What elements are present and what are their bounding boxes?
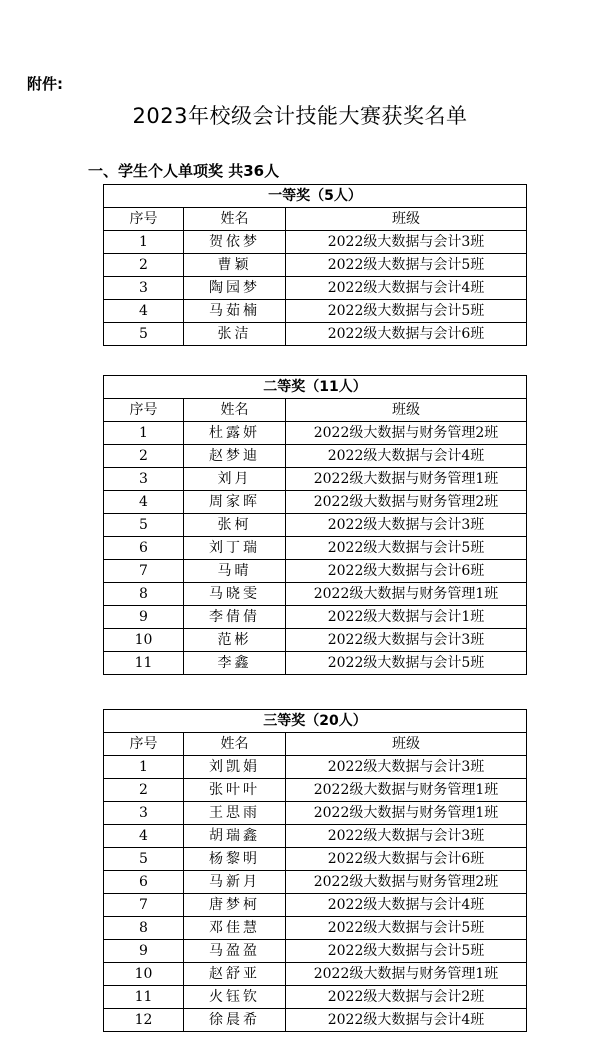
class-name: 2022级大数据与会计5班	[286, 300, 527, 323]
class-name: 2022级大数据与会计6班	[286, 323, 527, 346]
row-number: 9	[104, 940, 184, 963]
table-row	[104, 231, 527, 254]
student-name: 刘丁瑞	[184, 537, 286, 560]
table-row	[104, 986, 527, 1009]
row-number: 11	[104, 652, 184, 675]
row-number: 10	[104, 629, 184, 652]
class-name: 2022级大数据与会计3班	[286, 514, 527, 537]
column-header-class: 班级	[286, 733, 527, 756]
column-header-no: 序号	[104, 399, 184, 422]
student-name: 邓佳慧	[184, 917, 286, 940]
row-number: 10	[104, 963, 184, 986]
table-row	[104, 940, 527, 963]
row-number: 7	[104, 560, 184, 583]
row-number: 4	[104, 300, 184, 323]
student-name: 火钰钦	[184, 986, 286, 1009]
column-header-row	[104, 208, 527, 231]
row-number: 4	[104, 491, 184, 514]
class-name: 2022级大数据与财务管理2班	[286, 871, 527, 894]
row-number: 2	[104, 445, 184, 468]
class-name: 2022级大数据与财务管理2班	[286, 491, 527, 514]
table-row	[104, 323, 527, 346]
class-name: 2022级大数据与财务管理1班	[286, 963, 527, 986]
table-row	[104, 468, 527, 491]
student-name: 刘凯娟	[184, 756, 286, 779]
student-name: 张叶叶	[184, 779, 286, 802]
student-name: 马盈盈	[184, 940, 286, 963]
column-header-class: 班级	[286, 208, 527, 231]
table-row	[104, 779, 527, 802]
column-header-name: 姓名	[184, 208, 286, 231]
row-number: 6	[104, 871, 184, 894]
row-number: 7	[104, 894, 184, 917]
column-header-row	[104, 733, 527, 756]
student-name: 徐晨希	[184, 1009, 286, 1032]
row-number: 6	[104, 537, 184, 560]
class-name: 2022级大数据与会计4班	[286, 277, 527, 300]
student-name: 杜露妍	[184, 422, 286, 445]
table-row	[104, 894, 527, 917]
column-header-no: 序号	[104, 733, 184, 756]
table-row	[104, 560, 527, 583]
student-name: 周家晖	[184, 491, 286, 514]
first-prize-table	[103, 184, 527, 346]
prize-grade-header: 二等奖（11人）	[104, 376, 527, 399]
class-name: 2022级大数据与会计2班	[286, 986, 527, 1009]
class-name: 2022级大数据与会计3班	[286, 231, 527, 254]
student-name: 胡瑞鑫	[184, 825, 286, 848]
class-name: 2022级大数据与会计6班	[286, 848, 527, 871]
student-name: 杨黎明	[184, 848, 286, 871]
class-name: 2022级大数据与财务管理1班	[286, 802, 527, 825]
class-name: 2022级大数据与会计1班	[286, 606, 527, 629]
student-name: 王思雨	[184, 802, 286, 825]
row-number: 8	[104, 917, 184, 940]
table-row	[104, 1009, 527, 1032]
table-row	[104, 825, 527, 848]
third-prize-table	[103, 709, 527, 1032]
student-name: 马晴	[184, 560, 286, 583]
column-header-no: 序号	[104, 208, 184, 231]
student-name: 马茹楠	[184, 300, 286, 323]
row-number: 1	[104, 756, 184, 779]
table-row	[104, 537, 527, 560]
table-row	[104, 300, 527, 323]
table-row	[104, 963, 527, 986]
class-name: 2022级大数据与会计3班	[286, 629, 527, 652]
class-name: 2022级大数据与会计4班	[286, 445, 527, 468]
section-heading: 一、学生个人单项奖 共36人	[88, 162, 280, 180]
row-number: 9	[104, 606, 184, 629]
row-number: 1	[104, 231, 184, 254]
class-name: 2022级大数据与会计5班	[286, 917, 527, 940]
student-name: 曹颖	[184, 254, 286, 277]
table-row	[104, 917, 527, 940]
row-number: 2	[104, 254, 184, 277]
student-name: 张洁	[184, 323, 286, 346]
column-header-name: 姓名	[184, 733, 286, 756]
row-number: 11	[104, 986, 184, 1009]
table-row	[104, 802, 527, 825]
column-header-class: 班级	[286, 399, 527, 422]
row-number: 2	[104, 779, 184, 802]
second-prize-table	[103, 375, 527, 675]
class-name: 2022级大数据与会计6班	[286, 560, 527, 583]
student-name: 唐梦柯	[184, 894, 286, 917]
table-row	[104, 756, 527, 779]
student-name: 范彬	[184, 629, 286, 652]
class-name: 2022级大数据与会计5班	[286, 940, 527, 963]
table-row	[104, 652, 527, 675]
class-name: 2022级大数据与财务管理2班	[286, 422, 527, 445]
class-name: 2022级大数据与会计5班	[286, 537, 527, 560]
attachment-label: 附件:	[27, 75, 63, 93]
class-name: 2022级大数据与财务管理1班	[286, 583, 527, 606]
table-row	[104, 871, 527, 894]
table-row	[104, 583, 527, 606]
row-number: 3	[104, 277, 184, 300]
student-name: 贺依梦	[184, 231, 286, 254]
table-row	[104, 848, 527, 871]
row-number: 5	[104, 848, 184, 871]
student-name: 赵舒亚	[184, 963, 286, 986]
table-row	[104, 491, 527, 514]
student-name: 刘月	[184, 468, 286, 491]
class-name: 2022级大数据与会计5班	[286, 652, 527, 675]
table-row	[104, 606, 527, 629]
class-name: 2022级大数据与会计5班	[286, 254, 527, 277]
table-row	[104, 422, 527, 445]
class-name: 2022级大数据与会计3班	[286, 825, 527, 848]
row-number: 5	[104, 323, 184, 346]
row-number: 5	[104, 514, 184, 537]
prize-grade-header: 一等奖（5人）	[104, 185, 527, 208]
student-name: 马晓雯	[184, 583, 286, 606]
row-number: 8	[104, 583, 184, 606]
class-name: 2022级大数据与财务管理1班	[286, 468, 527, 491]
class-name: 2022级大数据与会计4班	[286, 894, 527, 917]
row-number: 3	[104, 802, 184, 825]
student-name: 张柯	[184, 514, 286, 537]
table-row	[104, 629, 527, 652]
table-row	[104, 277, 527, 300]
class-name: 2022级大数据与财务管理1班	[286, 779, 527, 802]
row-number: 4	[104, 825, 184, 848]
student-name: 李倩倩	[184, 606, 286, 629]
class-name: 2022级大数据与会计3班	[286, 756, 527, 779]
row-number: 1	[104, 422, 184, 445]
prize-grade-header: 三等奖（20人）	[104, 710, 527, 733]
row-number: 3	[104, 468, 184, 491]
class-name: 2022级大数据与会计4班	[286, 1009, 527, 1032]
student-name: 马新月	[184, 871, 286, 894]
table-row	[104, 445, 527, 468]
table-row	[104, 254, 527, 277]
column-header-name: 姓名	[184, 399, 286, 422]
student-name: 赵梦迪	[184, 445, 286, 468]
column-header-row	[104, 399, 527, 422]
table-row	[104, 514, 527, 537]
document-title: 2023年校级会计技能大赛获奖名单	[132, 104, 468, 128]
student-name: 陶园梦	[184, 277, 286, 300]
row-number: 12	[104, 1009, 184, 1032]
student-name: 李鑫	[184, 652, 286, 675]
